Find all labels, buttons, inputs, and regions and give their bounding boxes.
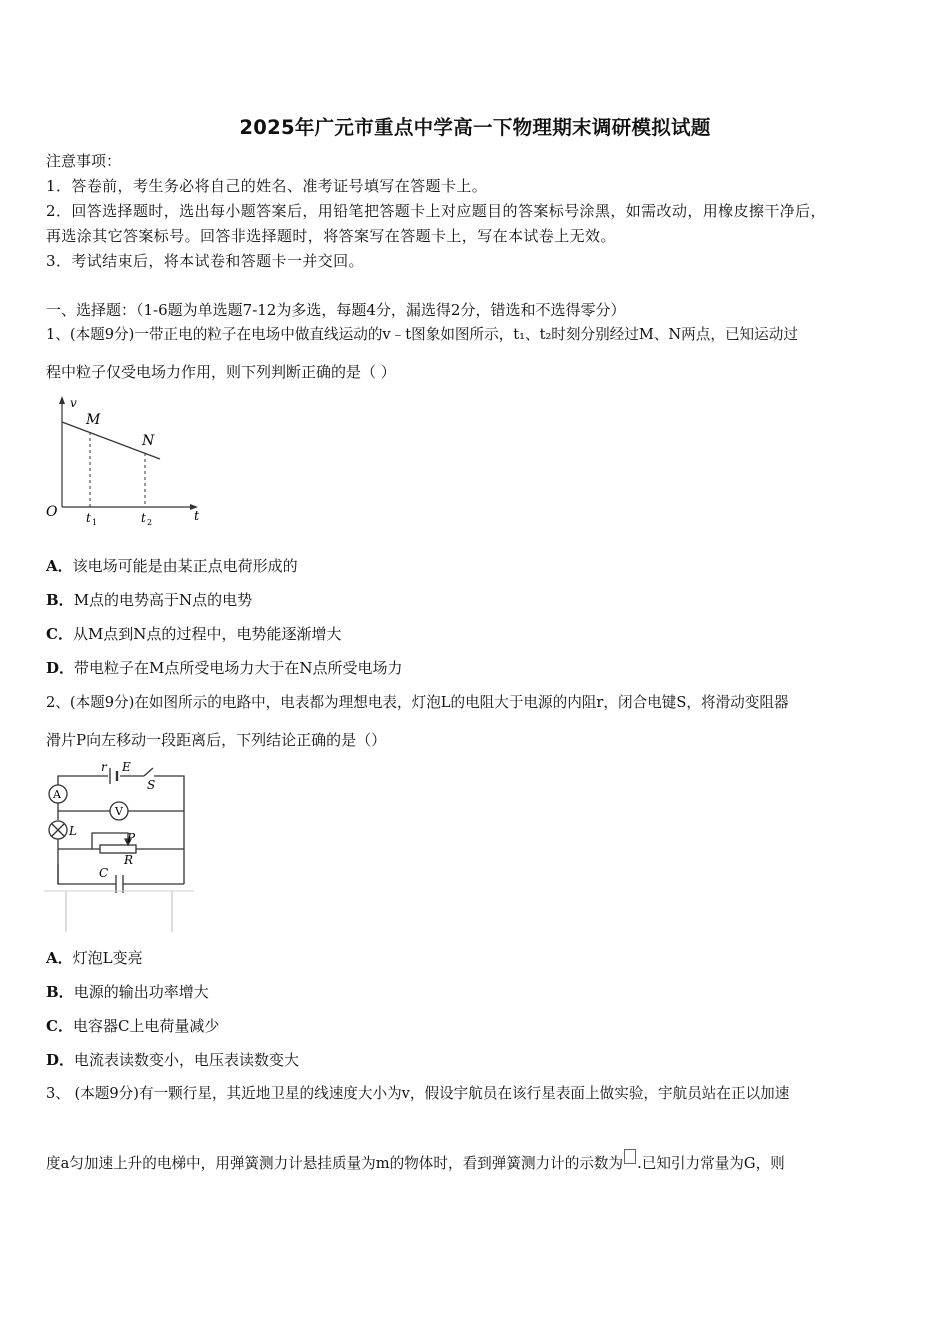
graph-y-arrow xyxy=(59,396,65,404)
option-text: 从M点到N点的过程中，电势能逐渐增大 xyxy=(72,625,342,643)
q3-stem-part2: .已知引力常量为G，则 xyxy=(637,1155,785,1172)
graph-t-label: t xyxy=(194,509,200,524)
circuit-R-label: R xyxy=(124,853,134,867)
q2-circuit-diagram xyxy=(44,760,194,932)
circuit-s-label: S xyxy=(147,778,156,792)
section-heading: 一、选择题：（1-6题为单选题7-12为多选，每题4分，漏选得2分，错选和不选得零分） xyxy=(46,301,626,319)
q1-vt-graph xyxy=(44,392,214,532)
notice-1: 1．答卷前，考生务必将自己的姓名、准考证号填写在答题卡上。 xyxy=(46,177,488,195)
q1-option-c xyxy=(46,624,341,644)
option-letter: B． xyxy=(46,983,74,1001)
option-text: 电流表读数变小，电压表读数变大 xyxy=(74,1051,300,1069)
option-letter: B． xyxy=(46,591,74,609)
circuit-r-label: r xyxy=(101,760,107,774)
q1-stem-line1: 1、(本题9分)一带正电的粒子在电场中做直线运动的v﹣t图象如图所示，t₁、t₂时刻分别经过M、N两点，已知运动过 xyxy=(46,326,798,343)
exam-title: 2025年广元市重点中学高一下物理期末调研模拟试题 xyxy=(239,116,711,139)
circuit-c-label: C xyxy=(99,866,109,880)
graph-n-label: N xyxy=(142,433,155,449)
q1-stem-line2: 程中粒子仅受电场力作用，则下列判断正确的是（ ） xyxy=(46,363,396,381)
option-text: M点的电势高于N点的电势 xyxy=(73,591,253,609)
option-letter: C． xyxy=(46,1017,73,1035)
notice-4: 3．考试结束后，将本试卷和答题卡一并交回。 xyxy=(46,252,364,270)
graph-origin-label: O xyxy=(46,504,58,520)
q2-stem-line2: 滑片P向左移动一段距离后，下列结论正确的是（） xyxy=(46,731,387,749)
option-letter: D． xyxy=(46,659,75,677)
q1-option-d xyxy=(46,658,403,678)
graph-t2-sub: 2 xyxy=(147,518,153,527)
q1-option-b xyxy=(46,590,252,610)
graph-m-label: M xyxy=(86,412,101,428)
option-text: 电容器C上电荷量减少 xyxy=(72,1017,220,1035)
q3-stem-part1: 度a匀加速上升的电梯中，用弹簧测力计悬挂质量为m的物体时，看到弹簧测力计的示数为 xyxy=(46,1155,624,1172)
graph-t1-sub: 1 xyxy=(92,518,98,527)
notice-3: 再选涂其它答案标号。回答非选择题时，将答案写在答题卡上，写在本试卷上无效。 xyxy=(46,227,616,245)
option-text: 灯泡L变亮 xyxy=(72,949,143,967)
option-text: 带电粒子在M点所受电场力大于在N点所受电场力 xyxy=(74,659,403,677)
graph-v-label: v xyxy=(70,396,77,410)
q2-option-c xyxy=(46,1016,219,1036)
circuit-e-label: E xyxy=(122,760,131,774)
option-letter: A． xyxy=(46,557,73,575)
q2-option-a xyxy=(46,948,143,968)
option-letter: D． xyxy=(46,1051,75,1069)
circuit-v-label: V xyxy=(115,805,123,818)
circuit-a-label: A xyxy=(53,788,61,801)
circuit-l-label: L xyxy=(69,824,77,838)
notice-2: 2．回答选择题时，选出每小题答案后，用铅笔把答题卡上对应题目的答案标号涂黑，如需改动，用橡皮擦干净后， xyxy=(46,202,826,220)
option-letter: C． xyxy=(46,625,73,643)
graph-t2-label: t xyxy=(141,511,146,525)
q3-stem-line2 xyxy=(46,1149,785,1174)
graph-t1-label: t xyxy=(86,511,91,525)
q3-stem-line1: 3、 (本题9分)有一颗行星，其近地卫星的线速度大小为v，假设宇航员在该行星表面上做实验，宇航员站在正以加速 xyxy=(46,1085,790,1102)
q2-option-b xyxy=(46,982,209,1002)
notice-heading: 注意事项： xyxy=(46,152,122,170)
option-text: 该电场可能是由某正点电荷形成的 xyxy=(72,557,298,575)
q2-stem-line1: 2、(本题9分)在如图所示的电路中，电表都为理想电表，灯泡L的电阻大于电源的内阻r，闭合电键S，将滑动变阻器 xyxy=(46,694,789,711)
q2-option-d xyxy=(46,1050,299,1070)
option-text: 电源的输出功率增大 xyxy=(73,983,209,1001)
q1-option-a xyxy=(46,556,298,576)
option-letter: A． xyxy=(46,949,73,967)
missing-formula-box xyxy=(624,1149,636,1164)
circuit-p-label: P xyxy=(127,831,136,845)
